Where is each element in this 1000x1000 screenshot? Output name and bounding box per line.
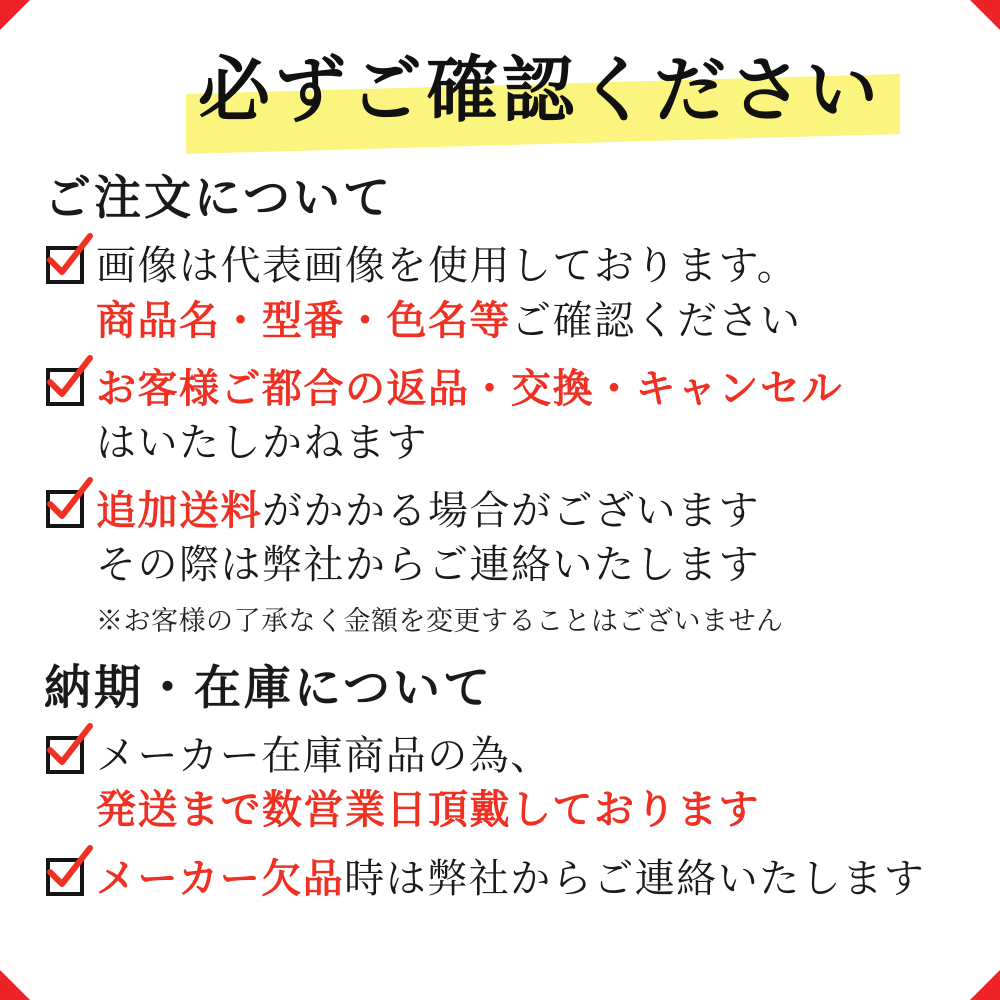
corner-decoration-top-right bbox=[970, 0, 1000, 30]
check-item-text bbox=[96, 240, 960, 348]
corner-decoration-bottom-left bbox=[0, 970, 30, 1000]
check-mark-icon bbox=[46, 478, 92, 524]
check-item-line bbox=[96, 362, 960, 417]
check-item bbox=[46, 852, 960, 907]
body-text: その際は弊社からご連絡いたします bbox=[96, 542, 760, 589]
check-item bbox=[46, 362, 960, 470]
check-item-line bbox=[96, 730, 960, 784]
check-item bbox=[46, 240, 960, 348]
check-item-text bbox=[96, 852, 960, 907]
checkbox-icon bbox=[46, 736, 84, 774]
check-item-line bbox=[96, 539, 960, 593]
page-title: 必ずご確認ください bbox=[197, 47, 882, 132]
check-item-text bbox=[96, 362, 960, 470]
body-text: メーカー在庫商品の為、 bbox=[96, 732, 552, 779]
check-mark-icon bbox=[46, 846, 92, 892]
check-item-line bbox=[96, 783, 960, 838]
body-text: はいたしかねます bbox=[96, 419, 428, 466]
check-mark-icon bbox=[46, 234, 92, 280]
emphasis-text: 追加送料 bbox=[96, 487, 262, 535]
check-item-line bbox=[96, 417, 960, 471]
emphasis-text: 商品名・型番・色名等 bbox=[96, 296, 511, 344]
banner bbox=[40, 36, 960, 154]
checkbox-icon bbox=[46, 368, 84, 406]
check-mark-icon bbox=[46, 356, 92, 402]
check-item-line bbox=[96, 294, 960, 349]
emphasis-text: お客様ご都合の返品・交換・キャンセル bbox=[96, 365, 843, 413]
footnote: ※お客様の了承なく金額を変更することはございません bbox=[96, 605, 784, 637]
body-text: 画像は代表画像を使用しております。 bbox=[96, 243, 799, 290]
section-heading: ご注文について bbox=[44, 171, 394, 226]
body-text: がかかる場合がございます bbox=[262, 488, 760, 535]
check-item-line bbox=[96, 852, 960, 907]
check-item-text bbox=[96, 484, 960, 637]
checkbox-icon bbox=[46, 246, 84, 284]
check-item-line bbox=[96, 484, 960, 539]
body-text: 時は弊社からご連絡いたします bbox=[344, 855, 926, 902]
corner-decoration-bottom-right bbox=[970, 970, 1000, 1000]
check-mark-icon bbox=[46, 724, 92, 770]
check-item-text bbox=[96, 730, 960, 838]
corner-decoration-top-left bbox=[0, 0, 30, 30]
checkbox-icon bbox=[46, 490, 84, 528]
check-item bbox=[46, 730, 960, 838]
sections-container bbox=[40, 172, 960, 906]
emphasis-text: メーカー欠品 bbox=[96, 854, 345, 902]
check-item bbox=[46, 484, 960, 637]
emphasis-text: 発送まで数営業日頂戴しております bbox=[96, 786, 760, 834]
checkbox-icon bbox=[46, 858, 84, 896]
body-text: ご確認ください bbox=[511, 297, 802, 344]
check-item-line bbox=[96, 240, 960, 294]
section-heading: 納期・在庫について bbox=[44, 660, 494, 716]
